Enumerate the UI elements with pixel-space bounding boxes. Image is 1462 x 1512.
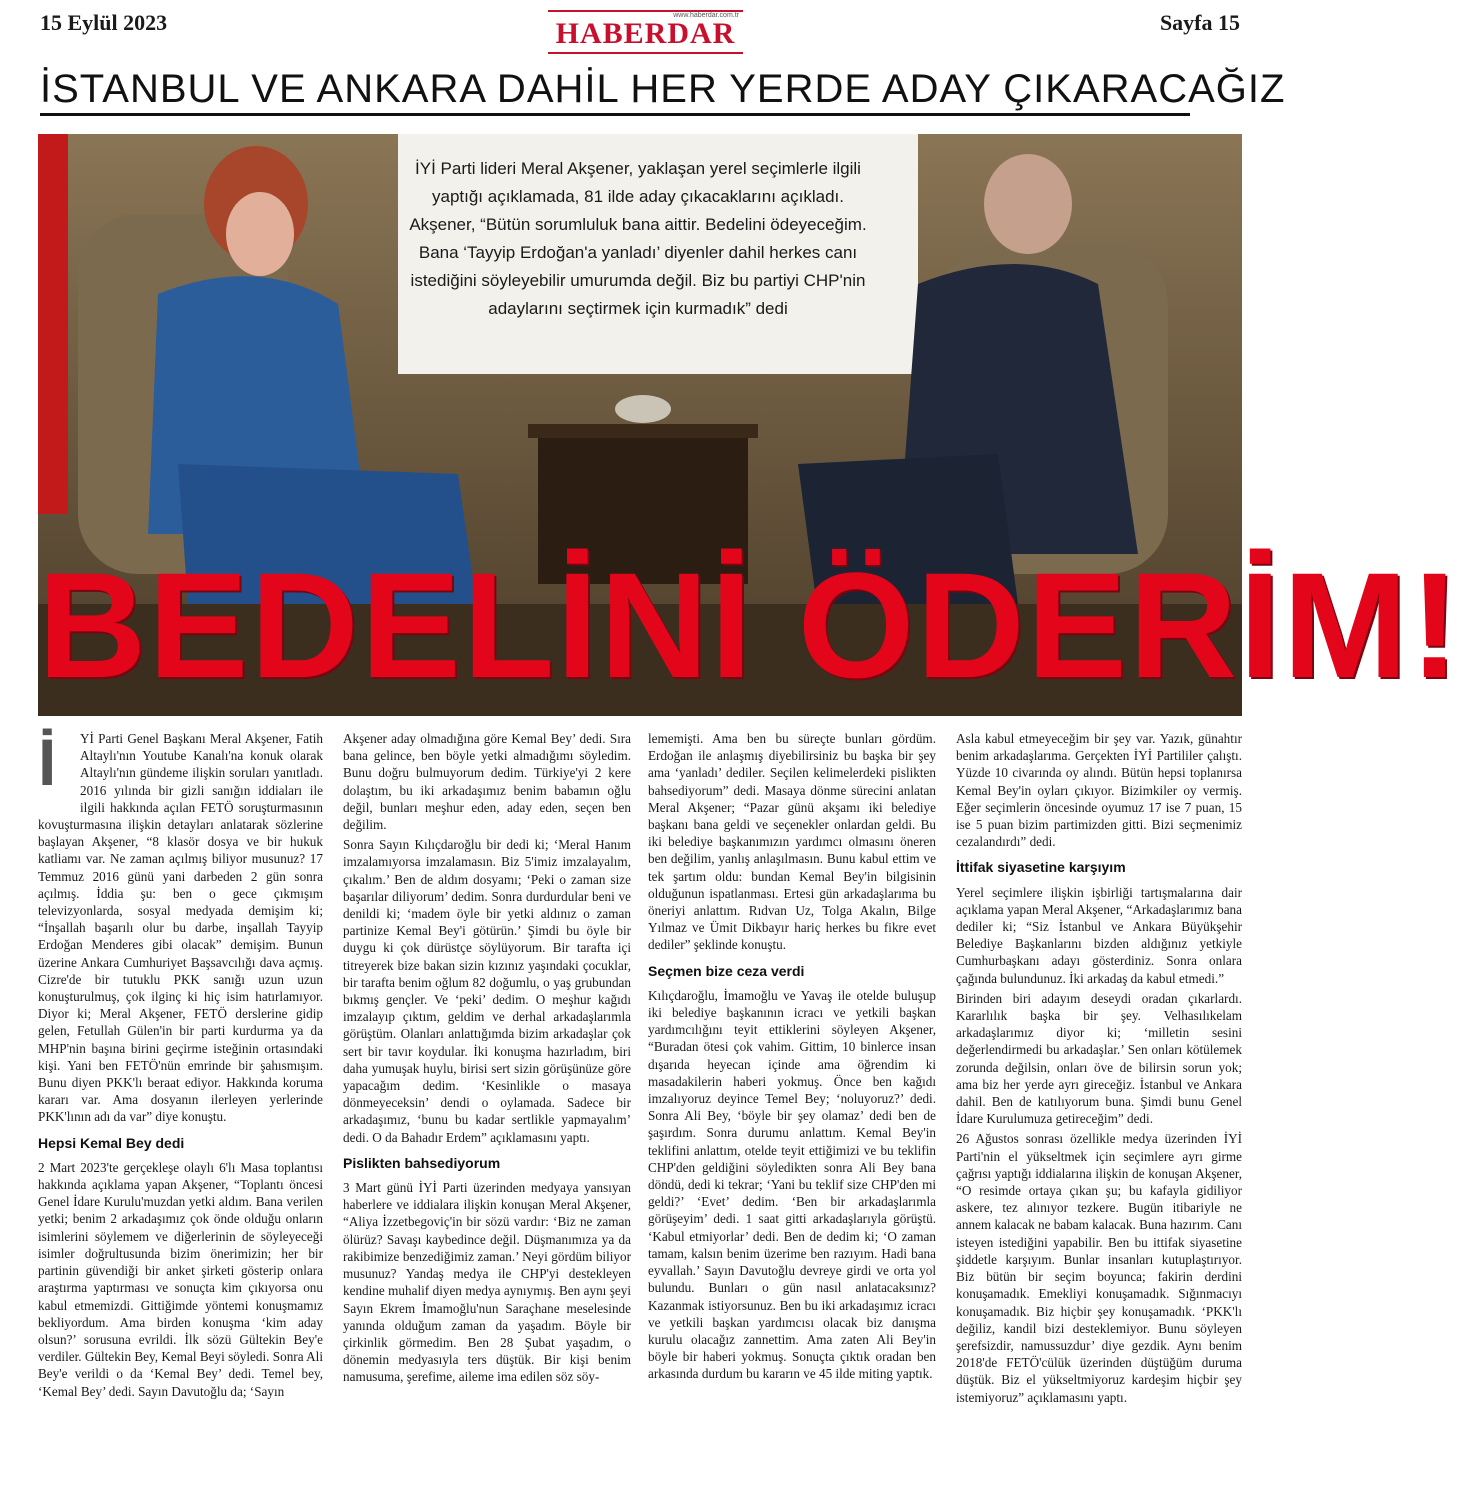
issue-date: 15 Eylül 2023 [40, 10, 168, 35]
haberdar-logo [548, 10, 743, 54]
flag [38, 134, 68, 514]
article-paragraph: Sonra Sayın Kılıçdaroğlu bir dedi ki; ‘Meral Hanım imzalamıyorsa imzalamasın. Biz 5'imiz imzalayalım, çıkalım.’ Ben de aldım dosyamı; ‘Peki o zaman size başarılar diliyorum’ dedim. Sonra durdurdular beni ve denildi ki; ‘madem öyle bir yetki aldınız o zaman partinize Kemal Bey'i götürün.’ Şimdi bu öyle bir duygu ki çok dürüstçe söylüyorum. Bir tarafta içi titreyerek bize bakan sizin kızınız yaşındaki çocuklar, bir tarafta benim oğlum 82 doğumlu, o yaş grubundan bıkmış gençler. Ve ‘peki’ dedim. O meşhur kağıdı imzalayıp çıktım, geldim ve derhal arkadaşlarımla görüştüm. Olanları anlattığımda bizim arkadaşlar çok sert bir tavır koydular. İki konuşma hazırladım, biri daha yumuşak huylu, birisi sert sizin görüşünüze göre yapacağım dedim. ‘Kesinlikle o masaya dönmeyeceksin’ dendi o oylamada. Sadece bir arkadaşımız, ‘bunu bu kadar sertlikle yapmayalım’ dedi. O da Bahadır Erdem” açıklamasını yaptı. [343, 837, 631, 1145]
article-paragraph: lememişti. Ama ben bu süreçte bunları gördüm. Erdoğan ile anlaşmış diyebilirsiniz bu başka bir şey ama ‘yanladı’ dediler. Seçilen kelimelerdeki pislikten bahsediyorum” dedi. Masaya dönme sürecini anlatan Meral Akşener; “Pazar günü akşamı iki belediye başkanı bana geldi ve seçenekler onlardan geldi. Bu iki belediye başkanımızın yardımcı olmasını öneren ben değilim, yanlış anlaşılmasın. Bunu kabul ettim ve tek şartım oldu: bundan Kemal Bey'in bilgisinin olduğunun ispatlanması. Ertesi gün arkadaşlarıma bu öneriyi anlattım. Rıdvan Uz, Tolga Akalın, Bilge Yılmaz ve Ümit Dikbayır hariç herkes bu fikre evet dediler” şeklinde konuştu. [648, 731, 936, 953]
subheading: Seçmen bize ceza verdi [648, 962, 805, 979]
article-paragraph: Akşener aday olmadığına göre Kemal Bey’ dedi. Sıra bana gelince, ben böyle yetki almadığımı söyledim. Bunu doğru bulmuyorum dedim. Türkiye'yi 2 kere dolaştım, bu iki arkadaşımız benim babamın oğlu değil, bunları meşhur eden, aday eden, seçen ben değilim. [343, 731, 631, 833]
subheading: Pislikten bahsediyorum [343, 1154, 501, 1171]
masthead [0, 0, 1280, 58]
article-paragraph: 2 Mart 2023'te gerçekleşe olaylı 6'lı Masa toplantısı hakkında açıklama yapan Akşener, “Toplantı öncesi Genel İdare Kurulu'muzdan yetki aldım. Bana verilen yetki; benim 2 arkadaşımız çok önde olduğu onların isimlerini söylemem ve diğerlerinin de söyleyeceği isimler doğrultusunda bizim önerimizin; her bir partinin güvendiği bir anket şirketi gösterip onlara araştırma yaptırması ve sonuçta kim çıkıyorsa onu kabul etmemizdi. Gittiğimde yöntemi konuşmamız bekliyordum. Ama birden konuşma ‘kim aday olsun?’ sorusuna evrildi. İlk sözü Gültekin Bey'e verdiler. Gültekin Bey, Kemal Beyi söyledi. Sonra Ali Bey'e verildi o da ‘Kemal Bey’ dedi. Temel bey, ‘Kemal Bey’ dedi. Sayın Davutoğlu da; ‘Sayın [38, 1159, 323, 1399]
article-body [38, 725, 1242, 1505]
article-paragraph: Kılıçdaroğlu, İmamoğlu ve Yavaş ile otelde buluşup iki belediye başkanının icracı ve yetkili başkan yardımcılığını teyit ettiklerini söyleyen Akşener, “Buradan ötesi çok vahim. Gittim, 10 binlerce insan dışarıda heyecan içinde ama öğrendim ki masadakilerin haberi yokmuş. Önce ben kağıdı imzalıyoruz deyince Temel Bey; ‘noluyoruz?’ dedi. Sonra Ali Bey, ‘böyle bir şey olamaz’ dedi ben de şaşırdım. Sonra durumu anlattım. Kemal Bey'in teklifini anlattım, otelde teyit ettiğimizi ve bu teklifin CHP'den geldiğini söyledikten sonra Ali Bey bana döndü, dedi ki tekrar; ‘Yani bu teklif size CHP'den mi geldi?’ ‘Evet’ dedim. ‘Ben bir arkadaşlarımla görüşeyim’ dedi. 1 saat gitti arkadaşlarıyla görüştü. ‘Kabul etmiyorlar’ dedi. Ben de dedim ki; ‘O zaman tamam, kalsın benim üzerime ben razıyım. Hadi bana eyvallah.’ Sayın Davutoğlu devreye girdi ve orta yol bulundu. Bunları o gün nasıl anlatacaksınız? Kazanmak istiyorsunuz. Ben bu iki arkadaşımız icracı ve yetkili başkan yardımcısı olacak biz danışma kurulu olacağız zannettim. Ama zaten Ali Bey'in böyle bir haberi yokmuş. Sonuçta çıktık oradan ben arkasında durdum bu kararın ve 45 ilde miting yaptık. [648, 987, 936, 1382]
main-headline: BEDELİNİ ÖDERİM! [38, 541, 1462, 709]
logo-text: HABERDAR [555, 17, 736, 50]
article-column-4 [956, 730, 1242, 1505]
article-column-2 [343, 730, 631, 1505]
article-paragraph: 3 Mart günü İYİ Parti üzerinden medyaya yansıyan haberlere ve iddialara ilişkin konuşan Meral Akşener, “Aliya İzzetbegoviç'in bir sözü vardır: ‘Biz ne zaman ölürüz? Savaşı kaybedince değil. Düşmanımıza ya da rakibimize benzediğimiz zaman.’ Neyi gördüm biliyor musunuz? Yandaş medya ile CHP'yi destekleyen kendine muhalif diyen medya aynıymış. Ben aynı şeyi Sayın Ekrem İmamoğlu'nun Saraçhane meselesinde yanında olduğum zaman da yaşadım. Böyle bir çirkinlik görmedim. Ben 28 Şubat yaşadım, o dönemin medyasıyla ters düştük. Bir kişi benim namusuma, şerefime, aileme ima edilen söz söy- [343, 1180, 631, 1385]
article-paragraph: 26 Ağustos sonrası özellikle medya üzerinden İYİ Parti'nin el yükseltmek için seçimlere ayrı girme çağrısı yaptığı iddialarına ilişkin de konuşan Akşener, “O resimde ortaya çıkan şu; bu kafayla gidiliyor askere, tez alınıyor tezkere. Bugün itibariyle ne annem kalacak ne babam kalacak. Buna hazırım. Canı isteyen istediğini yapabilir. Ben bu ittifak siyasetine şiddetle karşıyım. Bunlar insanları kutuplaştırıyor. Biz bütün bir seçim boyunca; fakirin derdini konuşamadık. Emekliyi konuşamadık. Sığınmacıyı konuşamadık. Biz hiçbir şey konuşamadık. ‘PKK'lı değiliz, kandil bizi desteklemiyor. Bunu söyleyen şerefsizdir, namussuzdur’ diye gezdik. Aynı benim 2018'de FETÖ'cülük üzerinden düştüğüm duruma düştük. Biz el yükseltmiyoruz kardeşim hiçbir şey istemiyoruz” açıklamasını yaptı. [956, 1131, 1242, 1405]
article-paragraph: Asla kabul etmeyeceğim bir şey var. Yazık, günahtır benim arkadaşlarıma. Gerçekten İYİ Partililer çalıştı. Yüzde 10 civarında oy alındı. Bütün hepsi toplanırsa Kemal Bey'in oyları çıkıyor. Bizimkiler oy vermiş. Eğer seçimlerin öncesinde oyumuz 17 ise 7 puan, 15 ise 5 puan bizim partimizden gitti. Bizi seçmenimiz cezalandırdı” dedi. [956, 731, 1242, 850]
article-column-1 [38, 725, 323, 1505]
article-paragraph: Birinden biri adayım deseydi oradan çıkarlardı. Kararlılık başka bir şey. Velhasılıkelam arkadaşlarımız diyor ki; ‘milletin sesini değerlendirmedi bu arkadaşlar.’ Sen onları kötülemek zorunda değilsin, onları öve de bilirsin sorun yok; ama biz her yerde ayrı gireceğiz. İstanbul ve Ankara dahil. Ben de katılıyorum buna. Şimdi bunu Genel İdare Kurulumuza getireceğim” dedi. [956, 990, 1242, 1127]
logo-url: www.haberdar.com.tr [673, 12, 739, 19]
kicker-headline: İSTANBUL VE ANKARA DAHİL HER YERDE ADAY ÇIKARACAĞIZ [40, 66, 1190, 116]
article-column-3 [648, 730, 936, 1505]
intro-summary: İYİ Parti lideri Meral Akşener, yaklaşan yerel seçimlerle ilgili yaptığı açıklamada, 81 ilde aday çıkacaklarını açıkladı. Akşener, “Bütün sorumluluk bana aittir. Bedelini ödeyeceğim. Bana ‘Tayyip Erdoğan'a yanladı’ diyenler dahil herkes canı istediğini söyleyebilir umurumda değil. Biz bu partiyi CHP'nin adaylarını seçtirmek için kurmadık” dedi [409, 159, 867, 318]
article-paragraph: Yİ Parti Genel Başkanı Meral Akşener, Fatih Altaylı'nın Youtube Kanalı'na konuk olarak Altaylı'nın gündeme ilişkin soruları yanıtladı. 2016 yılında bir gizli sanığın iddiaları ile ilgili hakkında açılan FETÖ soruşturmasının kovuşturmasına ilişkin detayları anlatarak sözlerine başlayan Akşener, “8 klasör dosya ve bir hukuk katliamı var. Ne zaman açılmış biliyor musunuz? 17 Temmuz 2016 günü yani darbeden 2 gün sonra açılmış. İddia şu: ben o gece çıkmışım televizyonlarda, sosyal medyada demişim ki; “İnşallah başarılı olur bu darbe, inşallah Tayyip Erdoğan Menderes gibi olacak” demişim. Bunun üzerine Ankara Cumhuriyet Başsavcılığı dava açmış. Cizre'de bir tutuklu PKK sanığı uzun uzun konuşturulmuş, çok ilginç ki hiç isim hatırlamıyor. Diyor ki; Meral Akşener, FETÖ derslerine gidip gelen, Fetullah Gülen'in bir parti kurdurma ya da MHP'nin başına birini geçirme isteğinin ortasındaki kişi. Yani ben FETÖ'nün emrinde bir şahısmışım. Bunu diyen PKK'lı beraat ediyor. Hakkında koruma kararı var. Ama dosyanın ilerleyen yerlerinde PKK'lının adı da var” diye konuştu. [38, 731, 323, 1125]
subheading: Hepsi Kemal Bey dedi [38, 1134, 185, 1151]
drop-cap: İ [38, 725, 57, 799]
article-paragraph: Yerel seçimlere ilişkin işbirliği tartışmalarına dair açıklama yapan Meral Akşener, “Arkadaşlarımız bana dediler ki; “Siz İstanbul ve Ankara Büyükşehir Belediye Başkanlarını bizden aldığınız yetkiyle Cumhurbaşkanı adayı gösterdiniz. Sonra onlara çağında bulundunuz. İki arkadaş da kabul etmedi.” [956, 884, 1242, 986]
page-number: Sayfa 15 [1159, 10, 1240, 35]
subheading: İttifak siyasetine karşıyım [956, 859, 1126, 876]
